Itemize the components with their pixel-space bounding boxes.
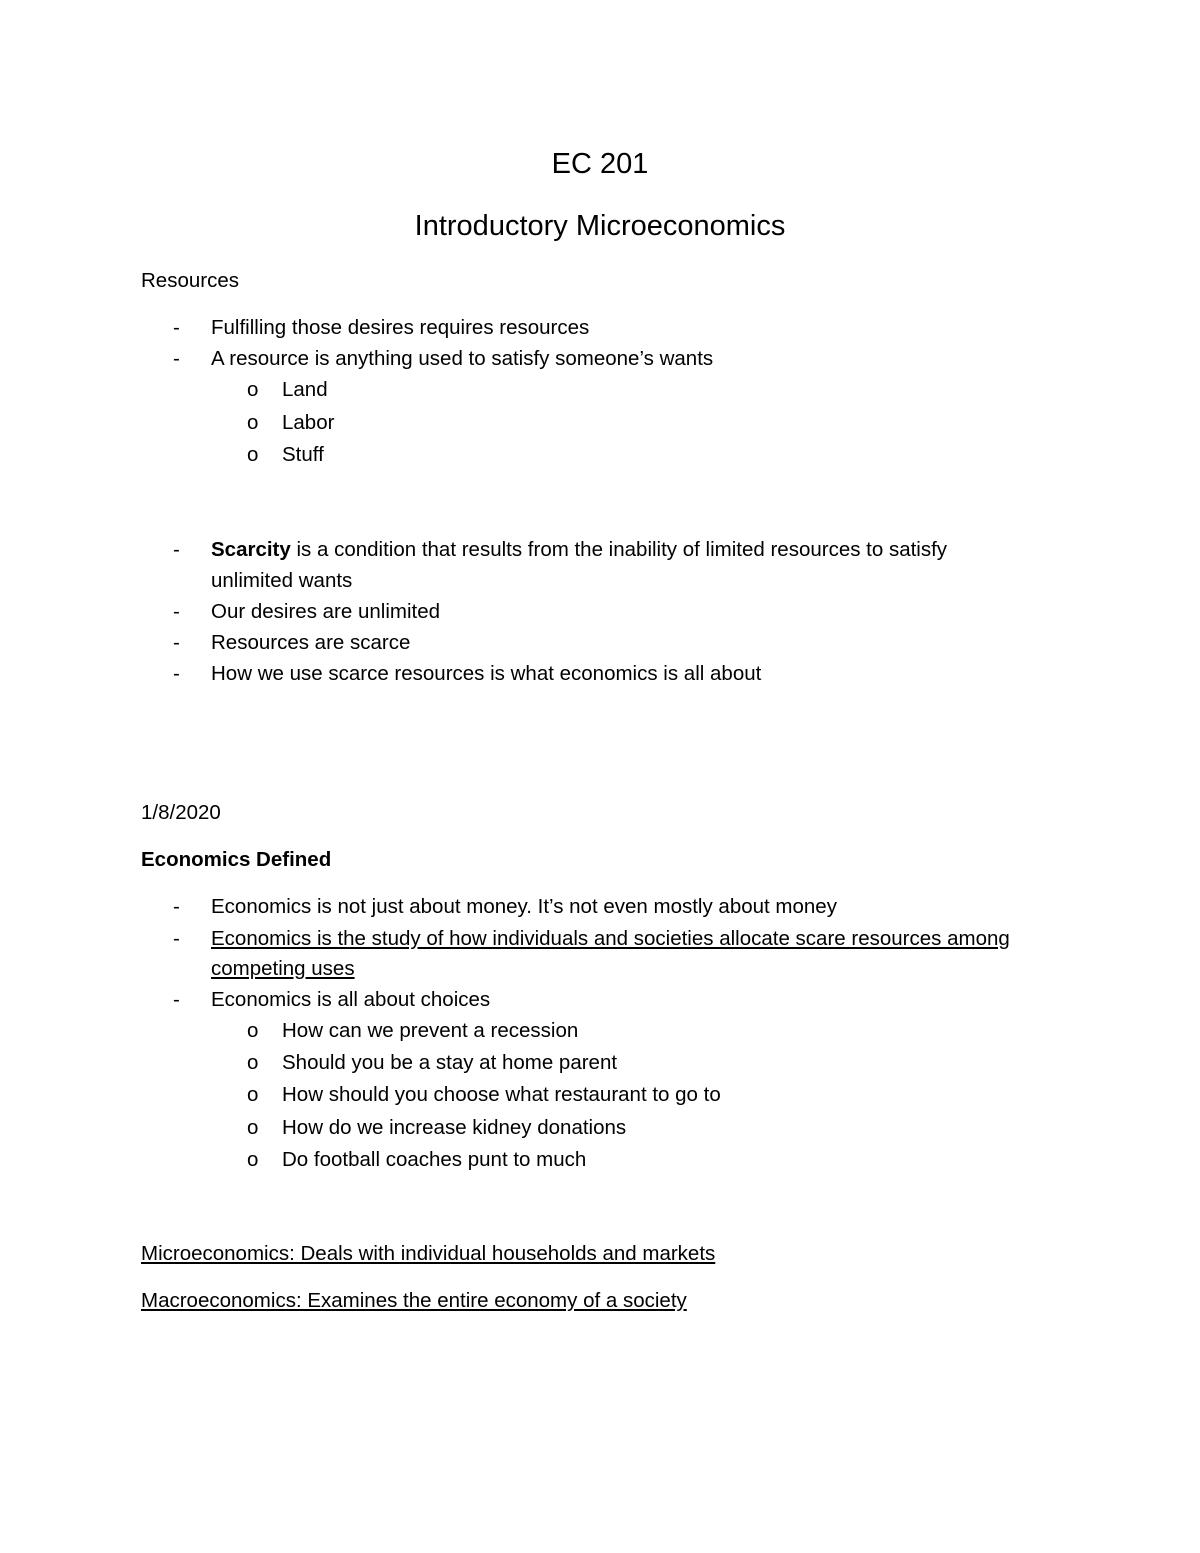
scarcity-text: is a condition that results from the inability of limited resources to satisfy (290, 538, 948, 561)
sub-list-item: How can we prevent a recession (282, 1019, 579, 1042)
scarcity-continuation: unlimited wants (211, 569, 353, 592)
sub-list-item: Labor (282, 411, 335, 434)
sub-list-item: How should you choose what restaurant to go to (282, 1083, 721, 1106)
list-item: Resources are scarce (211, 631, 411, 654)
bullet-marker: - (173, 988, 180, 1011)
sub-bullet-marker: o (247, 411, 259, 434)
economics-definition-continuation: competing uses (211, 957, 355, 980)
bullet-marker: - (173, 600, 180, 623)
bullet-marker: - (173, 662, 180, 685)
sub-bullet-marker: o (247, 1083, 259, 1106)
list-item: Economics is not just about money. It’s not even mostly about money (211, 895, 837, 918)
resources-heading: Resources (141, 269, 239, 292)
scarcity-term: Scarcity (211, 538, 291, 561)
sub-bullet-marker: o (247, 443, 259, 466)
sub-bullet-marker: o (247, 1051, 259, 1074)
bullet-marker: - (173, 316, 180, 339)
list-item: Fulfilling those desires requires resources (211, 316, 590, 339)
bullet-marker: - (173, 347, 180, 370)
sub-bullet-marker: o (247, 1019, 259, 1042)
economics-defined-heading: Economics Defined (141, 848, 332, 871)
bullet-marker: - (173, 895, 180, 918)
sub-list-item: How do we increase kidney donations (282, 1116, 627, 1139)
bullet-marker: - (173, 538, 180, 561)
bullet-marker: - (173, 631, 180, 654)
economics-definition: Economics is the study of how individuals and societies allocate scare resources among (211, 927, 1010, 950)
sub-list-item: Should you be a stay at home parent (282, 1051, 618, 1074)
lecture-date: 1/8/2020 (141, 801, 221, 824)
sub-list-item: Land (282, 378, 328, 401)
course-title: Introductory Microeconomics (414, 210, 786, 242)
sub-list-item: Stuff (282, 443, 324, 466)
list-item: A resource is anything used to satisfy someone’s wants (211, 347, 714, 370)
list-item: Our desires are unlimited (211, 600, 441, 623)
course-code: EC 201 (551, 148, 649, 180)
sub-list-item: Do football coaches punt to much (282, 1148, 587, 1171)
sub-bullet-marker: o (247, 1116, 259, 1139)
macroeconomics-definition: Macroeconomics: Examines the entire economy of a society (141, 1289, 687, 1312)
sub-bullet-marker: o (247, 378, 259, 401)
list-item: How we use scarce resources is what economics is all about (211, 662, 762, 685)
list-item: Economics is all about choices (211, 988, 491, 1011)
sub-bullet-marker: o (247, 1148, 259, 1171)
bullet-marker: - (173, 927, 180, 950)
scarcity-definition (211, 538, 947, 562)
microeconomics-definition: Microeconomics: Deals with individual households and markets (141, 1242, 716, 1265)
